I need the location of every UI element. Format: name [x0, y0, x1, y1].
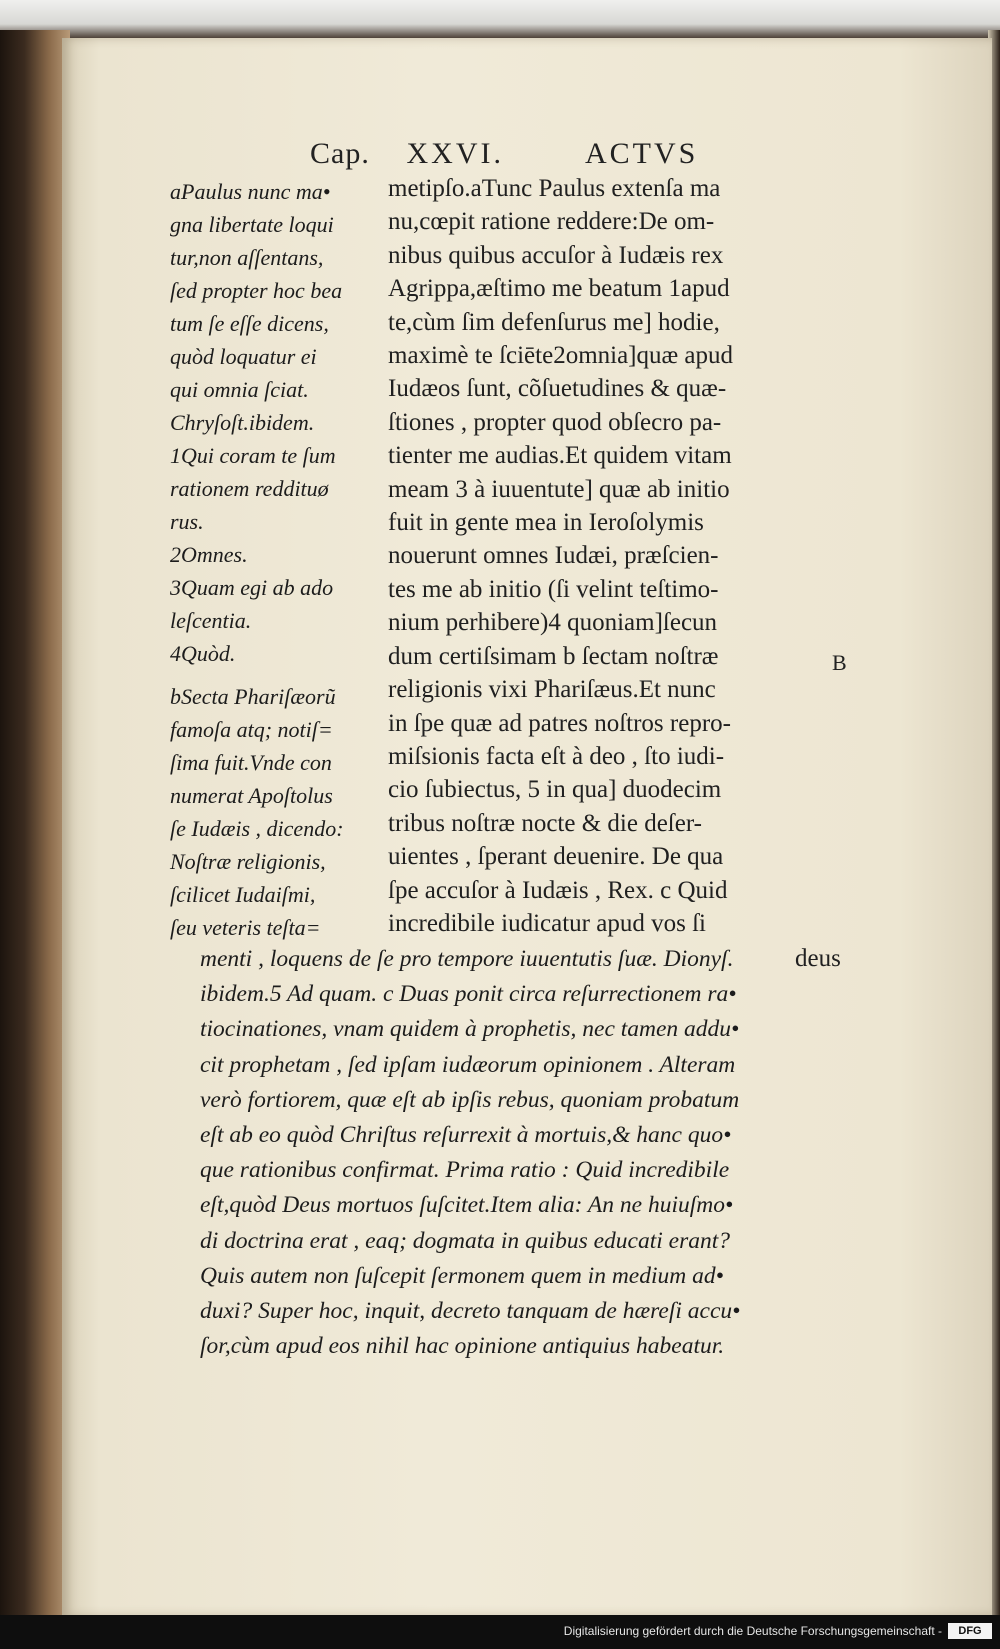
commentary-line: verò fortiorem, quæ eſt ab ipſis rebus, quoniam probatum — [200, 1086, 740, 1113]
dfg-logo: DFG — [948, 1623, 992, 1639]
commentary-line: di doctrina erat , eaq; dogmata in quibus educati erant? — [200, 1227, 731, 1254]
margin-line: bSecta Phariſæorũ — [170, 684, 336, 709]
commentary-line: ibidem.5 Ad quam. c Duas ponit circa reſurrectionem ra• — [200, 981, 737, 1008]
text-line: Agrippa,æſtimo me beatum 1apud — [388, 275, 730, 303]
catchword: deus — [795, 945, 841, 972]
margin-line: 3Quam egi ab ado — [170, 575, 334, 600]
text-line: nu,cœpit ratione reddere:De om- — [388, 208, 715, 236]
margin-line: tur,non aſſentans, — [170, 245, 324, 270]
margin-line: 4Quòd. — [170, 641, 236, 666]
margin-line: ſeu veteris teſta= — [170, 915, 321, 940]
commentary-line: Quis autem non ſuſcepit ſermonem quem in medium ad• — [200, 1262, 724, 1289]
text-line: nouerunt omnes Iudæi, præſcien- — [388, 542, 719, 570]
chapter-number: XXVI. — [406, 137, 504, 170]
commentary-line: ſor,cùm apud eos nihil hac opinione antiquius habeatur. — [200, 1333, 725, 1360]
commentary-line: cit prophetam , ſed ipſam iudæorum opinionem . Alteram — [200, 1051, 736, 1078]
text-line: tes me ab initio (ſi velint teſtimo- — [388, 575, 719, 603]
text-line: te,cùm ſim defenſurus me] hodie, — [388, 308, 720, 336]
page-header — [310, 137, 698, 171]
margin-line: ſe Iudæis , dicendo: — [170, 816, 344, 841]
text-line: ſtiones , propter quod obſecro pa- — [388, 408, 722, 436]
commentary-line: tiocinationes, vnam quidem à prophetis, nec tamen addu• — [200, 1016, 740, 1043]
footer-bar — [0, 1615, 1000, 1649]
text-line: in ſpe quæ ad patres noſtros repro- — [388, 709, 731, 737]
text-line: fuit in gente mea in Ieroſolymis — [388, 509, 704, 537]
commentary-line: duxi? Super hoc, inquit, decreto tanquam de hæreſi accu• — [200, 1298, 741, 1325]
commentary-line: eſt ab eo quòd Chriſtus reſurrexit à mortuis,& hanc quo• — [200, 1122, 732, 1149]
margin-line: rationem reddituø — [170, 476, 329, 501]
margin-line: qui omnia ſciat. — [170, 377, 309, 402]
running-title: ACTVS — [585, 137, 699, 170]
commentary-line: menti , loquens de ſe pro tempore iuuentutis ſuæ. Dionyſ. — [200, 946, 734, 972]
text-line: maximè te ſciēte2omnia]quæ apud — [388, 342, 734, 370]
funding-credit: Digitalisierung gefördert durch die Deutsche Forschungsgemeinschaft - — [563, 1624, 942, 1638]
section-marker: B — [832, 650, 847, 675]
main-text-column — [388, 172, 828, 940]
margin-line: ſcilicet Iudaiſmi, — [170, 882, 316, 907]
text-line: cio ſubiectus, 5 in qua] duodecim — [388, 776, 722, 804]
margin-line: Noſtræ religionis, — [170, 849, 326, 874]
text-line: meam 3 à iuuentute] quæ ab initio — [388, 475, 730, 503]
margin-line: leſcentia. — [170, 608, 252, 633]
text-line: tienter me audias.Et quidem vitam — [388, 442, 732, 470]
margin-line: quòd loquatur ei — [170, 344, 317, 369]
text-line: ſpe accuſor à Iudæis , Rex. c Quid — [388, 876, 728, 904]
text-line: nium perhibere)4 quoniam]ſecun — [388, 609, 718, 637]
text-line: dum certiſsimam b ſectam noſtræ — [388, 642, 719, 670]
margin-gap — [170, 670, 395, 680]
margin-line: numerat Apoſtolus — [170, 783, 333, 808]
text-line: miſsionis facta eſt à deo , ſto iudi- — [388, 742, 725, 770]
margin-line: aPaulus nunc ma• — [170, 179, 331, 204]
text-line: metipſo.aTunc Paulus extenſa ma — [388, 175, 721, 202]
margin-line: 1Qui coram te ſum — [170, 443, 336, 468]
margin-line: Chryſoſt.ibidem. — [170, 410, 315, 435]
text-line: incredibile iudicatur apud vos ſi — [388, 909, 706, 937]
commentary-line: eſt,quòd Deus mortuos ſuſcitet.Item alia: An ne huiuſmo• — [200, 1192, 734, 1219]
text-line: uientes , ſperant deuenire. De qua — [388, 843, 724, 871]
margin-line: 2Omnes. — [170, 542, 248, 567]
margin-line: gna libertate loqui — [170, 212, 334, 237]
text-line: nibus quibus accuſor à Iudæis rex — [388, 241, 724, 269]
margin-commentary — [170, 175, 395, 944]
margin-line: rus. — [170, 509, 204, 534]
chapter-label: Cap. — [310, 137, 370, 170]
commentary-continuation — [200, 942, 840, 1364]
margin-line: ſima fuit.Vnde con — [170, 750, 332, 775]
text-line: tribus noſtræ nocte & die deſer- — [388, 809, 703, 837]
book-spine-edge — [0, 30, 70, 1620]
margin-line: famoſa atq; notiſ= — [170, 717, 333, 742]
scan-top-edge — [0, 0, 1000, 40]
text-line: Iudæos ſunt, cõſuetudines & quæ- — [388, 375, 727, 403]
text-line: religionis vixi Phariſæus.Et nunc — [388, 676, 716, 704]
commentary-line: que rationibus confirmat. Prima ratio : Quid incredibile — [200, 1157, 730, 1184]
margin-line: tum ſe eſſe dicens, — [170, 311, 329, 336]
margin-line: ſed propter hoc bea — [170, 278, 343, 303]
